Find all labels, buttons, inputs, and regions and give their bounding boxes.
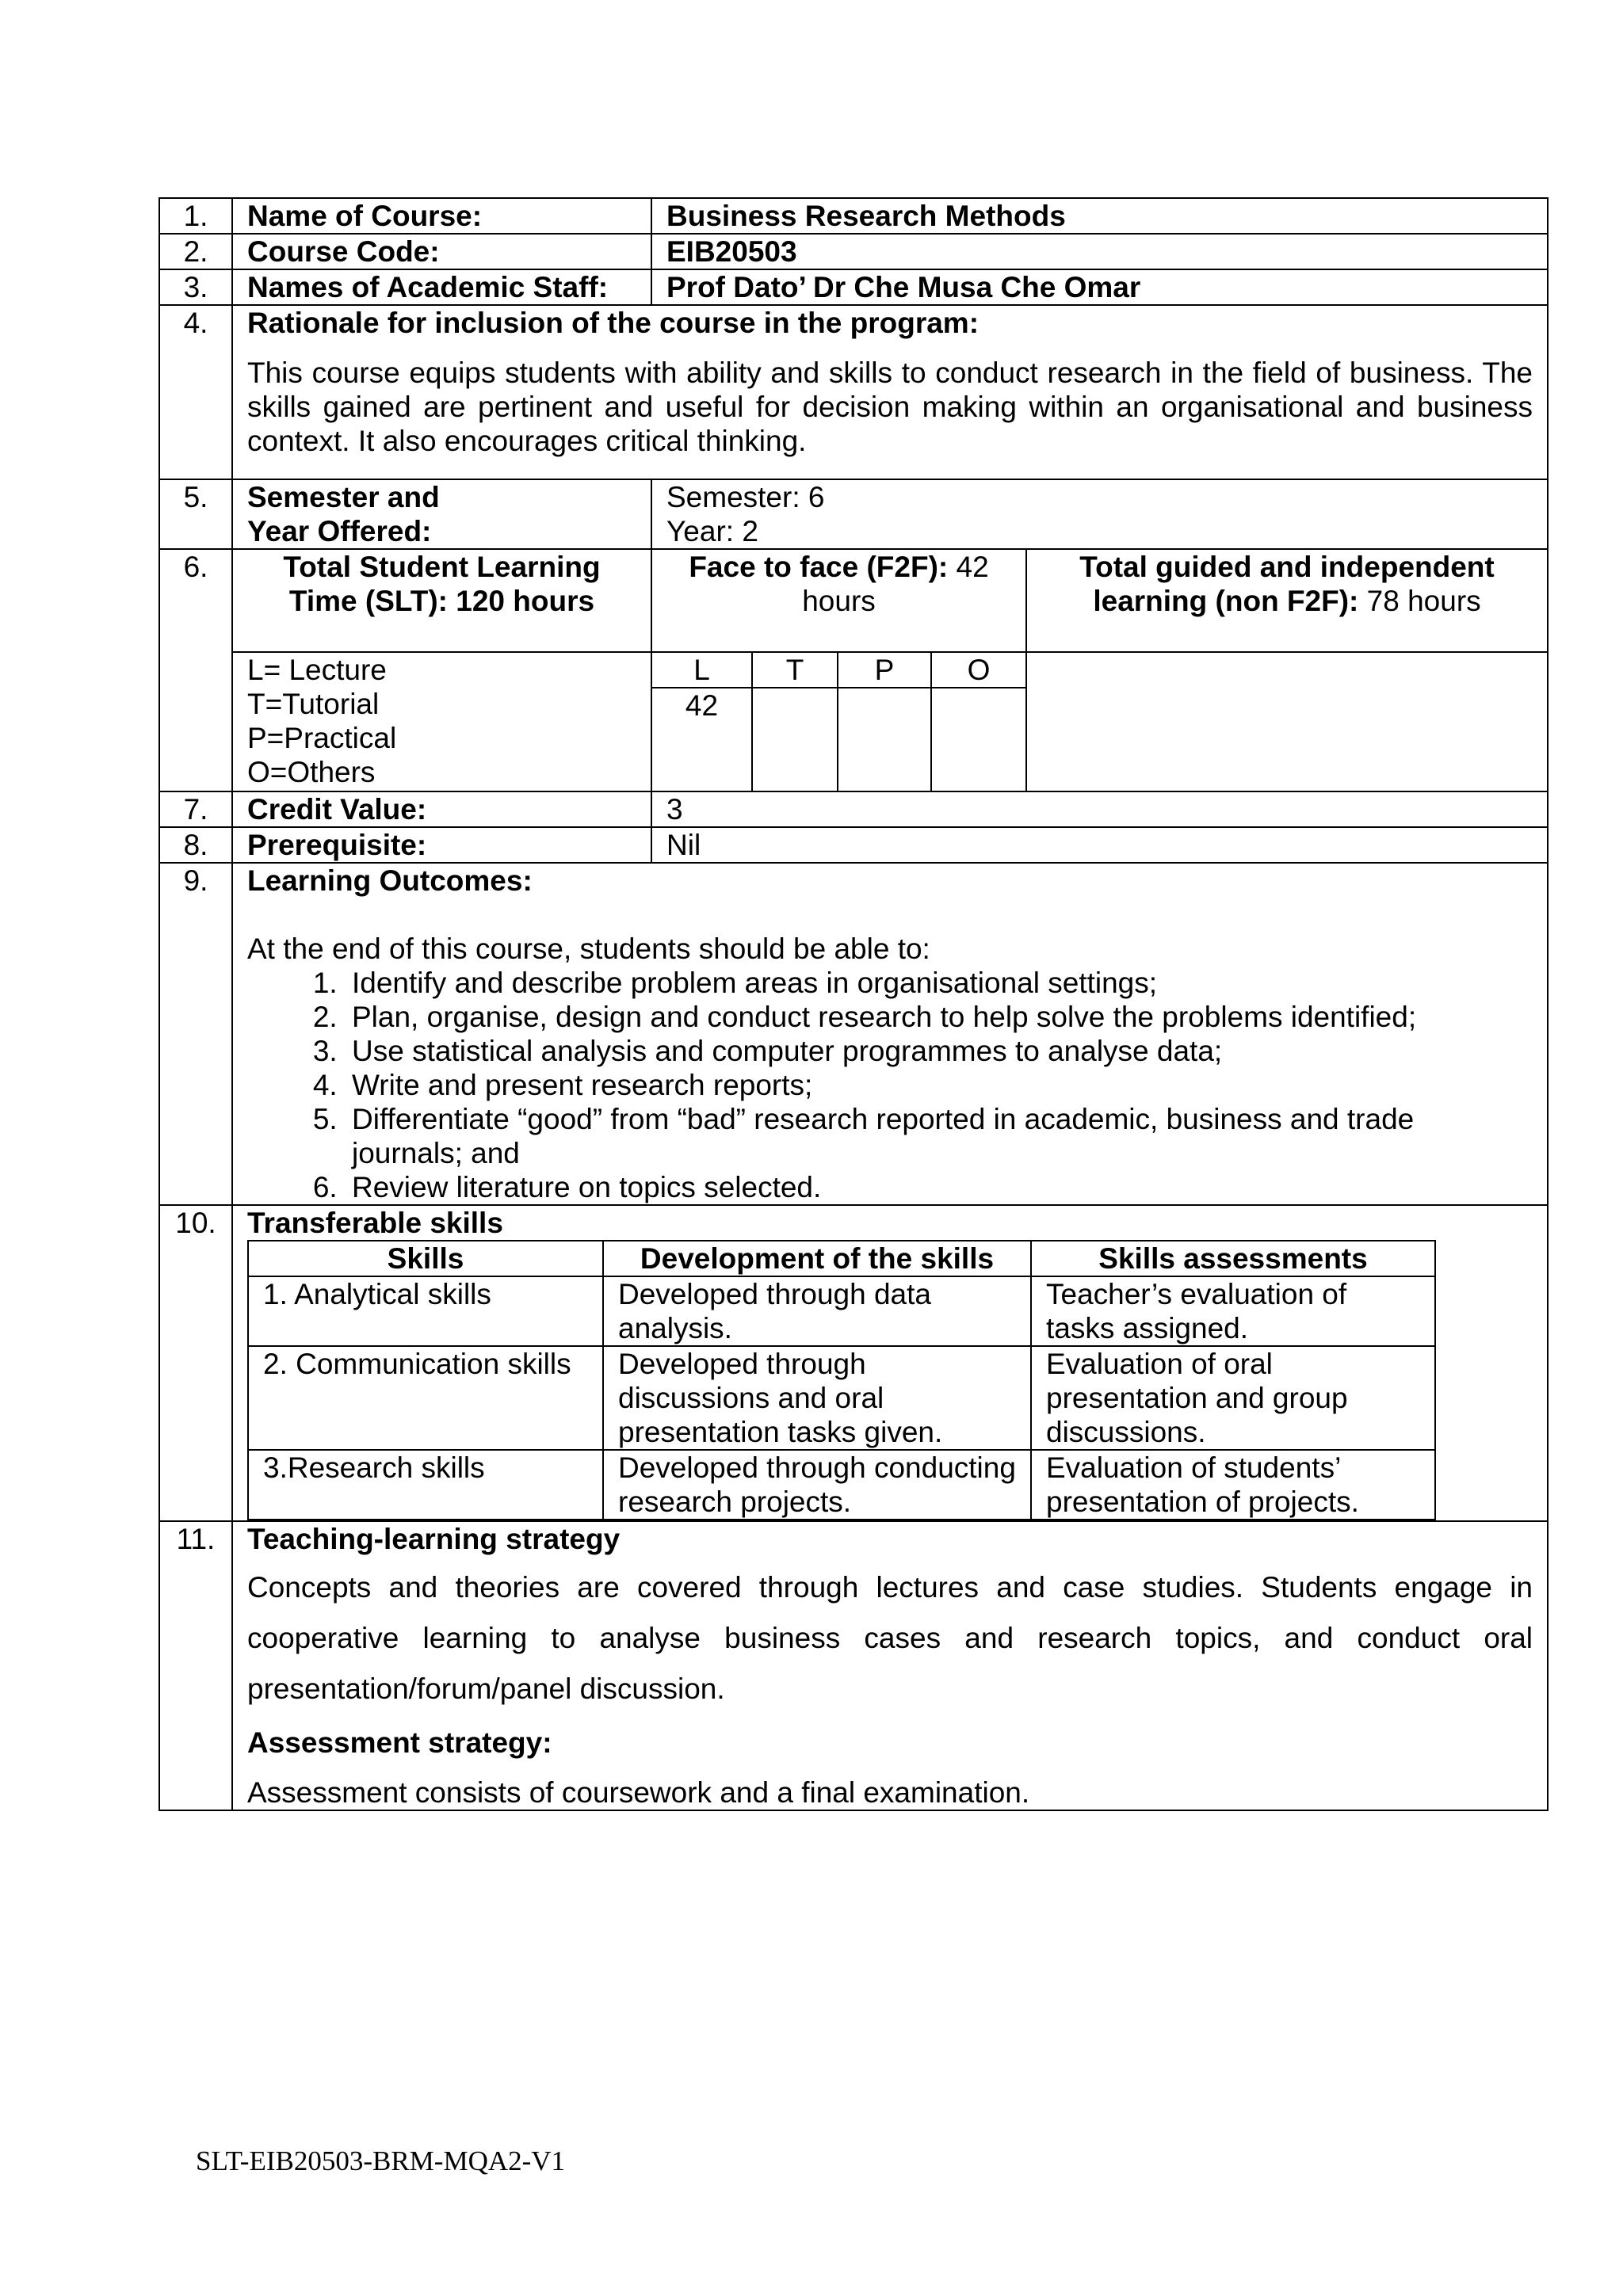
f2f-label: Face to face (F2F): <box>689 551 949 583</box>
ltpo-value-row <box>652 688 1025 791</box>
ltpo-value: 42 <box>685 689 719 722</box>
table-row <box>248 1346 1435 1450</box>
row-number: 6. <box>159 549 232 791</box>
legend-others: O=Others <box>247 756 376 788</box>
legend-tutorial: T=Tutorial <box>247 688 380 720</box>
learning-outcomes-cell <box>232 863 1548 1205</box>
ltpo-table <box>652 653 1025 791</box>
skills-header: Skills <box>248 1241 603 1276</box>
ltpo-cell <box>651 652 1026 791</box>
row-number: 9. <box>159 863 232 1205</box>
row-academic-staff <box>159 269 1548 305</box>
ltpo-value <box>838 688 931 791</box>
skills-header-row <box>248 1241 1435 1276</box>
skills-table <box>247 1240 1436 1520</box>
row-credit-value <box>159 791 1548 827</box>
semester-label-line1: Semester and <box>247 481 440 513</box>
skills-header: Skills assessments <box>1031 1241 1435 1276</box>
semester-year-value <box>651 479 1548 549</box>
list-item: 6. Review literature on topics selected. <box>346 1170 1533 1204</box>
skill-assessment: Teacher’s evaluation of tasks assigned. <box>1031 1276 1435 1346</box>
ltpo-legend <box>232 652 651 791</box>
semester-label-line2: Year Offered: <box>247 515 432 547</box>
teaching-strategy-label: Teaching-learning strategy <box>247 1523 621 1555</box>
course-info-table <box>158 197 1549 1811</box>
row-prerequisite <box>159 827 1548 863</box>
row-number: 10. <box>159 1205 232 1521</box>
skill-assessment: Evaluation of oral presentation and group discussions. <box>1031 1346 1435 1450</box>
row-rationale <box>159 305 1548 479</box>
slt-total: Total Student Learning Time (SLT): 120 hours <box>232 549 651 652</box>
row-number: 4. <box>159 305 232 479</box>
row-number: 1. <box>159 198 232 234</box>
row-number: 8. <box>159 827 232 863</box>
assessment-strategy-text: Assessment consists of coursework and a final examination. <box>247 1776 1030 1809</box>
skills-header: Development of the skills <box>603 1241 1031 1276</box>
rationale-label: Rationale for inclusion of the course in the program: <box>247 307 980 339</box>
row-semester-year <box>159 479 1548 549</box>
credit-value: 3 <box>651 791 1548 827</box>
empty-cell <box>1026 652 1548 791</box>
row-slt <box>159 549 1548 652</box>
skill-development: Developed through data analysis. <box>603 1276 1031 1346</box>
row-course-code <box>159 234 1548 269</box>
academic-staff-label: Names of Academic Staff: <box>232 269 651 305</box>
course-code-label: Course Code: <box>232 234 651 269</box>
skill-development: Developed through conducting research projects. <box>603 1450 1031 1520</box>
teaching-strategy-cell <box>232 1521 1548 1810</box>
row-transferable-skills <box>159 1205 1548 1521</box>
skill-name: 3.Research skills <box>248 1450 603 1520</box>
row-number: 5. <box>159 479 232 549</box>
legend-lecture: L= Lecture <box>247 654 387 686</box>
row-course-name <box>159 198 1548 234</box>
ltpo-header-row <box>652 653 1025 688</box>
skill-name: 2. Communication skills <box>248 1346 603 1450</box>
semester-year-label <box>232 479 651 549</box>
row-number: 11. <box>159 1521 232 1810</box>
ltpo-header: O <box>931 653 1025 688</box>
skill-development: Developed through discussions and oral presentation tasks given. <box>603 1346 1031 1450</box>
ltpo-value <box>931 688 1025 791</box>
non-f2f-value: 78 hours <box>1366 585 1481 617</box>
list-item: 3. Use statistical analysis and computer programmes to analyse data; <box>346 1034 1533 1068</box>
transferable-skills-cell <box>232 1205 1548 1521</box>
course-name-label: Name of Course: <box>232 198 651 234</box>
ltpo-header: T <box>752 653 838 688</box>
legend-practical: P=Practical <box>247 722 397 754</box>
table-row <box>248 1276 1435 1346</box>
list-item: 1. Identify and describe problem areas in organisational settings; <box>346 966 1533 1000</box>
f2f-hours <box>651 549 1026 652</box>
non-f2f-hours <box>1026 549 1548 652</box>
row-slt-breakdown <box>159 652 1548 791</box>
skill-assessment: Evaluation of students’ presentation of projects. <box>1031 1450 1435 1520</box>
course-code-value: EIB20503 <box>651 234 1548 269</box>
learning-outcomes-list <box>247 966 1533 1204</box>
prerequisite-value: Nil <box>651 827 1548 863</box>
row-teaching-strategy <box>159 1521 1548 1810</box>
list-item: 5. Differentiate “good” from “bad” research reported in academic, business and trade journals; and <box>346 1102 1533 1170</box>
document-footer: SLT-EIB20503-BRM-MQA2-V1 <box>196 2145 566 2176</box>
credit-value-label: Credit Value: <box>232 791 651 827</box>
list-item: 4. Write and present research reports; <box>346 1068 1533 1102</box>
teaching-strategy-text: Concepts and theories are covered through lectures and case studies. Students engage in cooperative learning to analyse business cases and research topics, and conduct oral presentation/forum/panel discussion. <box>247 1571 1533 1705</box>
skill-name: 1. Analytical skills <box>248 1276 603 1346</box>
non-f2f-label: Total guided and independent learning (non F2F): <box>1079 551 1495 617</box>
row-number: 7. <box>159 791 232 827</box>
transferable-skills-label: Transferable skills <box>247 1207 503 1239</box>
rationale-text: This course equips students with ability and skills to conduct research in the field of business. The skills gained are pertinent and useful for decision making within an organisational and business context. It also encourages critical thinking. <box>247 357 1533 457</box>
ltpo-header: L <box>652 653 752 688</box>
table-row <box>248 1450 1435 1520</box>
ltpo-header: P <box>838 653 931 688</box>
course-name-value: Business Research Methods <box>651 198 1548 234</box>
learning-outcomes-intro: At the end of this course, students should be able to: <box>247 933 930 965</box>
row-learning-outcomes <box>159 863 1548 1205</box>
learning-outcomes-label: Learning Outcomes: <box>247 864 533 897</box>
semester-value: Semester: 6 <box>666 481 825 513</box>
ltpo-value <box>752 688 838 791</box>
academic-staff-value: Prof Dato’ Dr Che Musa Che Omar <box>651 269 1548 305</box>
year-value: Year: 2 <box>666 515 758 547</box>
rationale-cell <box>232 305 1548 479</box>
list-item: 2. Plan, organise, design and conduct research to help solve the problems identified; <box>346 1000 1533 1034</box>
row-number: 2. <box>159 234 232 269</box>
assessment-strategy-label: Assessment strategy: <box>247 1726 552 1759</box>
row-number: 3. <box>159 269 232 305</box>
f2f-value: 42 hours <box>802 551 989 617</box>
prerequisite-label: Prerequisite: <box>232 827 651 863</box>
